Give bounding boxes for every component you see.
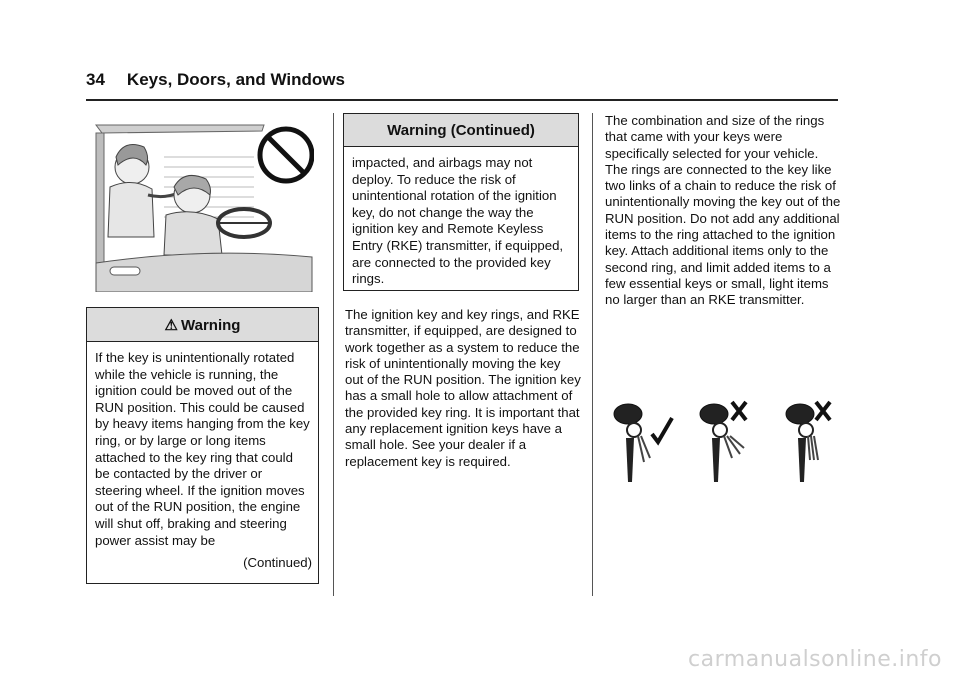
warning-box (86, 307, 319, 584)
warning-title: Warning (181, 317, 241, 334)
watermark: carmanualsonline.info (688, 647, 942, 672)
page-number: 34 (86, 70, 105, 89)
key-ring-examples-illustration (608, 396, 840, 492)
warning-continued-box (343, 113, 579, 291)
continued-label: (Continued) (243, 555, 312, 571)
incorrect-key-set-icon (786, 402, 830, 482)
warning-continued-text: impacted, and airbags may not deploy. To reduce the risk of unintentional rotation of the ignition key, do not change the way the ignition key and Remote Keyless Entry (RKE) transmitter, if equipped, are connected to the provided key rings. (352, 155, 564, 287)
section-title: Keys, Doors, and Windows (126, 70, 345, 89)
key-rings-paragraph: The combination and size of the rings that came with your keys were specifically selected for your vehicle. The rings are connected to the key like two links of a chain to reduce the risk of unintentionally moving the key out of the RUN position. Do not add any additional items to the ring attached to the ignition key. Attach additional items only to the second ring, and limit added items to a few essential keys or small, light items no larger than an RKE transmitter. (605, 113, 841, 308)
warning-text: If the key is unintentionally rotated while the vehicle is running, the ignition could be moved out of the RUN position. This could be caused by heavy items hanging from the key ring, or by large or long items attached to the key ring that could be contacted by the driver or steering wheel. If the ignition moves out of the RUN position, the engine will shut off, braking and steering power assist may be (95, 350, 310, 548)
column-divider-left (333, 113, 334, 596)
warning-triangle-icon: ⚠ (164, 317, 178, 334)
warning-header (87, 308, 318, 342)
incorrect-key-set-icon (700, 402, 746, 482)
ignition-key-paragraph: The ignition key and key rings, and RKE transmitter, if equipped, are designed to work together as a system to reduce the risk of unintentionally moving the key out of the RUN position. The ignition key has a small hole to allow attachment of the provided key ring. It is important that any replacement ignition keys have a small hole. See your dealer if a replacement key is required. (345, 307, 581, 469)
column-divider-right (592, 113, 593, 596)
correct-key-set-icon (614, 404, 672, 482)
header-rule (86, 99, 838, 101)
page-header (86, 70, 345, 90)
children-in-car-illustration (94, 117, 314, 292)
warning-continued-header: Warning (Continued) (344, 114, 578, 147)
